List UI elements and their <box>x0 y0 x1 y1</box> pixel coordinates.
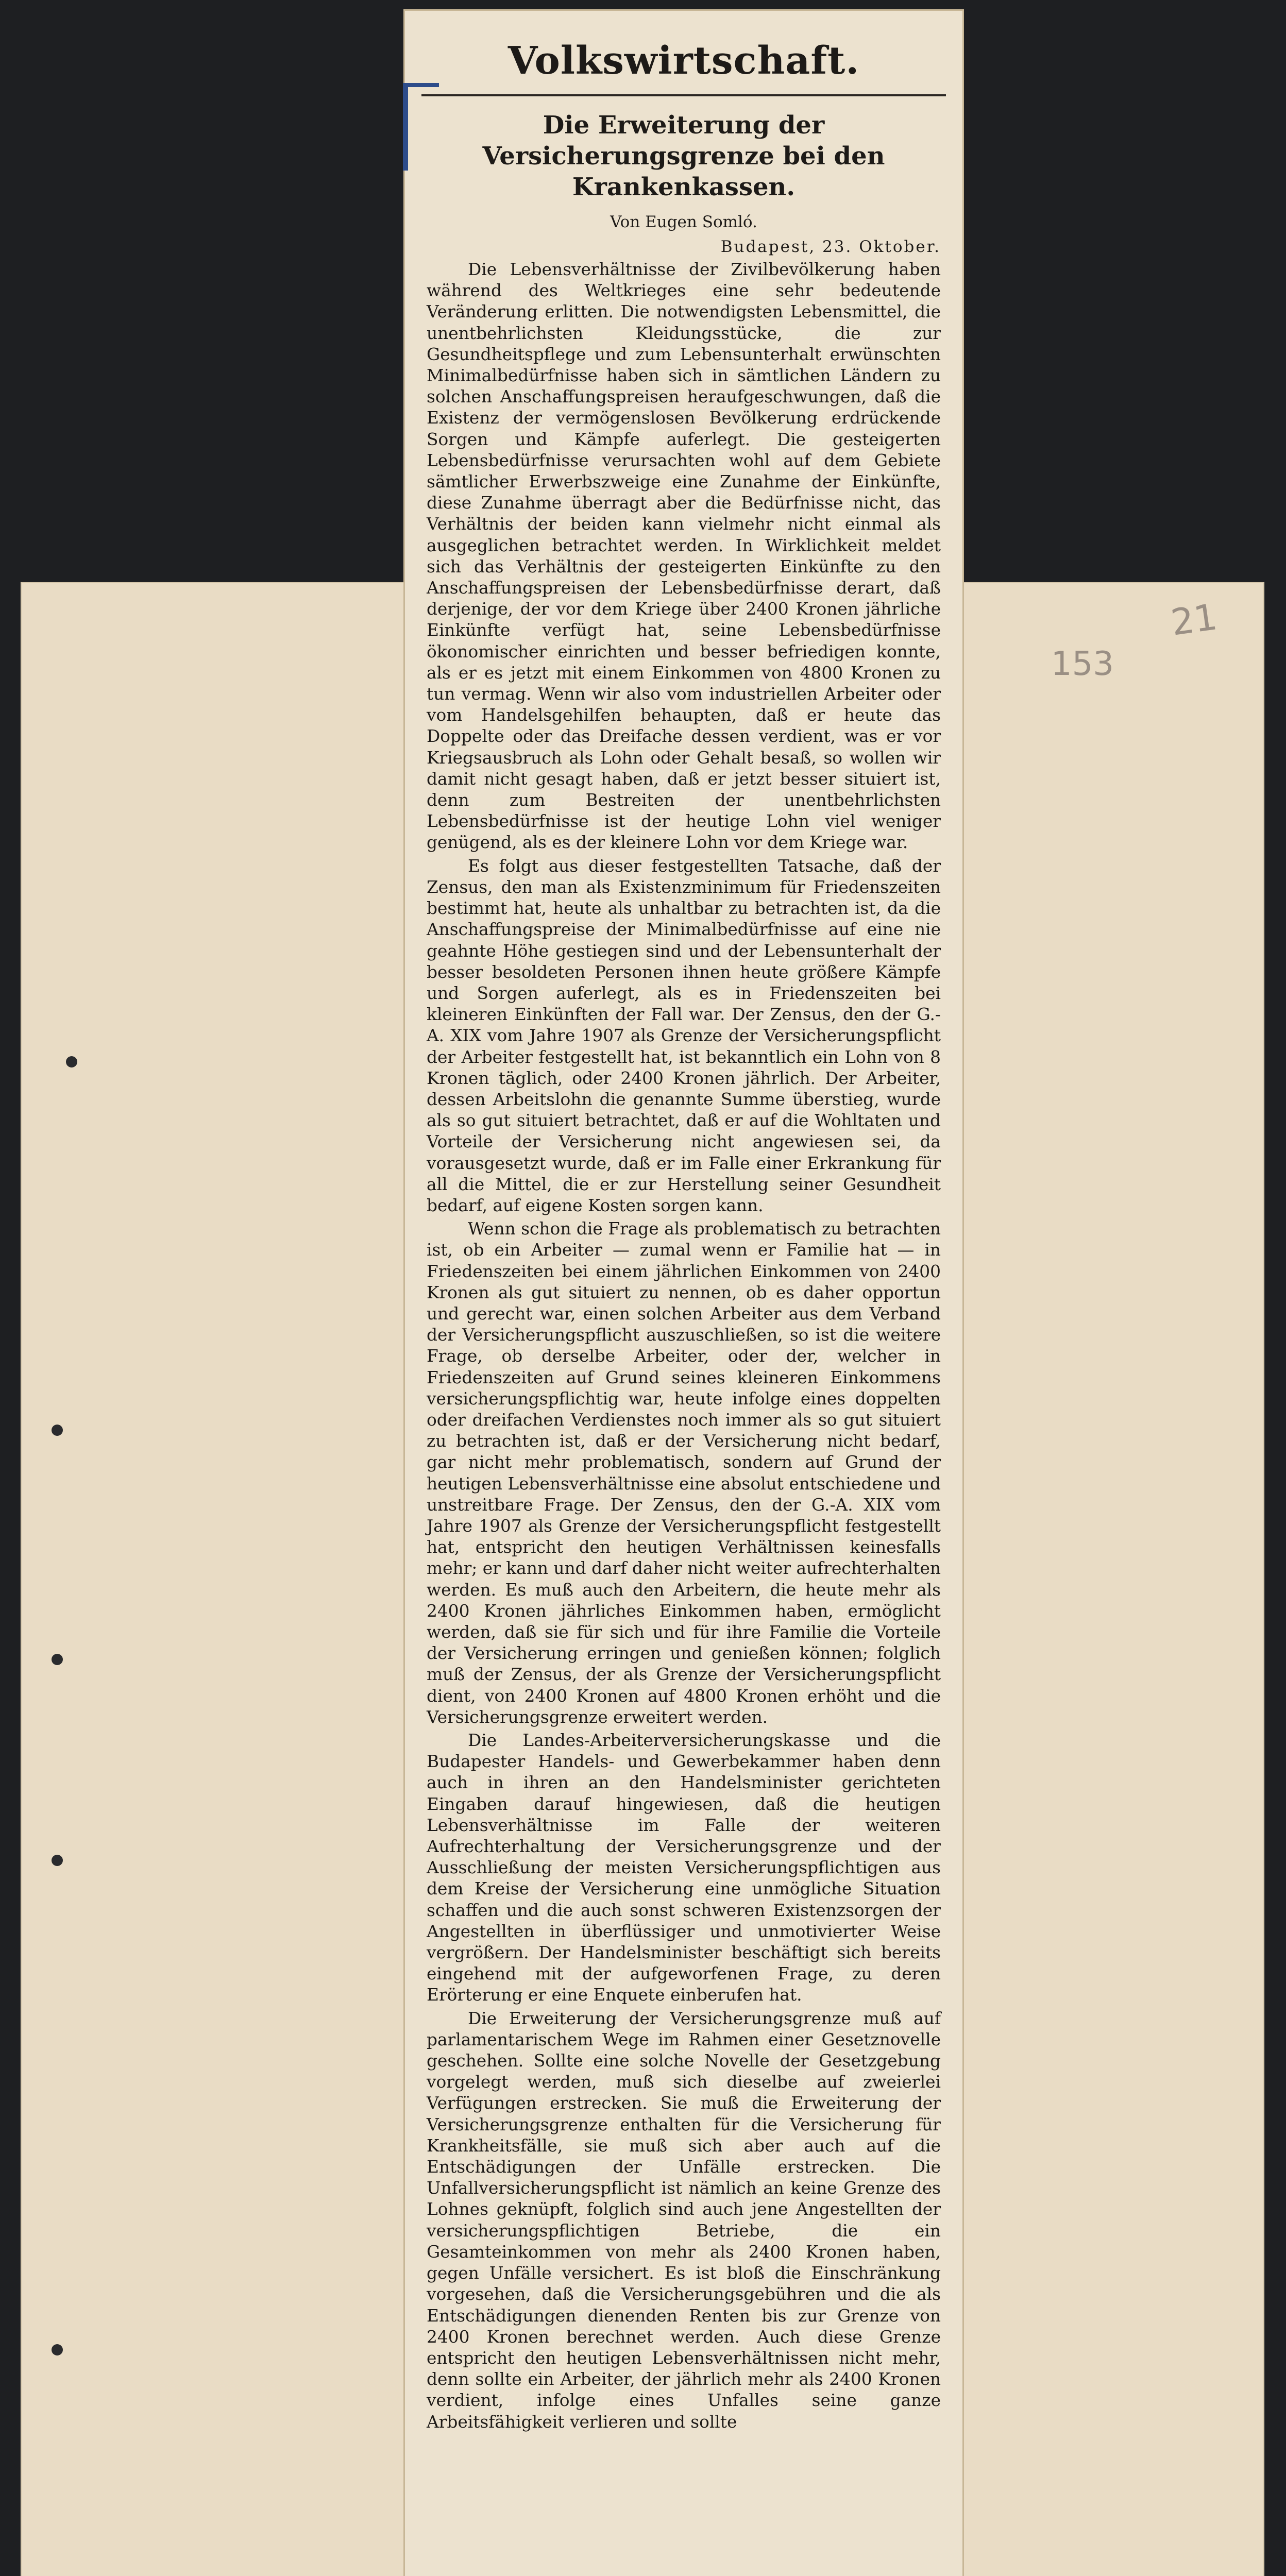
title-rule <box>421 94 946 96</box>
punch-hole <box>52 1654 63 1665</box>
pencil-annotation: 153 <box>1051 645 1114 683</box>
article-title: Die Erweiterung der Versicherungsgrenze bei den Krankenkassen. <box>482 111 885 201</box>
article-paragraph: Die Landes-Arbeiterversicherungskasse und die Budapester Handels- und Gewerbekammer haben denn auch in ihren an den Handelsminister gerichteten Eingaben darauf hingewiesen, daß die heutigen Lebensverhältnisse im Falle der weiteren Aufrechterhaltung der Versicherungsgrenze und der Ausschließung der meisten Versicherungspflichtigen aus dem Kreise der Versicherung eine unmögliche Situation schaffen und die auch sonst schweren Existenzsorgen der Angestellten in überflüssiger und unmotivierter Weise vergrößern. Der Handelsminister beschäftigt sich bereits eingehend mit der aufgeworfenen Frage, zu deren Erörterung er eine Enquete einberufen hat. <box>427 1731 941 2005</box>
article-paragraph: Die Erweiterung der Versicherungsgrenze muß auf parlamentarischem Wege im Rahmen einer Gesetznovelle geschehen. Sollte eine solche Novelle der Gesetzgebung vorgelegt werden, muß sich dieselbe auf zweierlei Verfügungen erstrecken. Sie muß die Erweiterung der Versicherungsgrenze enthalten für die Versicherung für Krankheitsfälle, sie muß sich aber auch auf die Entschädigungen der Unfälle erstrecken. Die Unfallversicherungspflicht ist nämlich an keine Grenze des Lohnes geknüpft, folglich sind auch jene Angestellten der versicherungspflichtigen Betriebe, die ein Gesamteinkommen von mehr als 2400 Kronen haben, gegen Unfälle versichert. Es ist bloß die Einschränkung vorgesehen, daß die Versicherungsgebühren und die als Entschädigungen dienenden Renten bis zur Grenze von 2400 Kronen berechnet werden. Auch diese Grenze entspricht den heutigen Lebensverhältnissen nicht mehr, denn sollte ein Arbeiter, der jährlich mehr als 2400 Kronen verdient, infolge eines Unfalles seine ganze Arbeitsfähigkeit verlieren und sollte <box>427 2008 941 2432</box>
section-title: Volkswirtschaft. <box>507 39 860 83</box>
punch-hole <box>52 1855 63 1866</box>
blue-pencil-mark <box>403 83 439 87</box>
byline: Von Eugen Somló. <box>610 213 757 231</box>
punch-hole <box>66 1056 77 1067</box>
blue-pencil-mark <box>403 83 408 171</box>
newspaper-clipping <box>403 9 964 2576</box>
article-paragraph: Es folgt aus dieser festgestellten Tatsache, daß der Zensus, den man als Existenzminimum für Friedenszeiten bestimmt hat, heute als unhaltbar zu betrachten ist, da die Anschaffungspreise der Minimalbedürfnisse auf eine nie geahnte Höhe gestiegen sind und der Lebensunterhalt der besser besoldeten Personen ihnen heute größere Kämpfe und Sorgen auferlegt, als es in Friedenszeiten bei kleineren Einkünften der Fall war. Der Zensus, den der G.-A. XIX vom Jahre 1907 als Grenze der Versicherungspflicht der Arbeiter festgestellt hat, ist bekanntlich ein Lohn von 8 Kronen täglich, oder 2400 Kronen jährlich. Der Arbeiter, dessen Arbeitslohn die genannte Summe überstieg, wurde als so gut situiert betrachtet, daß er auf die Wohltaten und Vorteile der Versicherung nicht angewiesen sei, da vorausgesetzt wurde, daß er im Falle einer Erkrankung für all die Mittel, die er zur Herstellung seiner Gesundheit bedarf, auf eigene Kosten sorgen kann. <box>427 856 941 1215</box>
article-paragraph: Die Lebensverhältnisse der Zivilbevölkerung haben während des Weltkrieges eine sehr bedeutende Veränderung erlitten. Die notwendigsten Lebensmittel, die unentbehrlichsten Kleidungsstücke, die zur Gesundheitspflege und zum Lebensunterhalt erwünschten Minimalbedürfnisse haben sich in sämtlichen Ländern zu solchen Anschaffungspreisen heraufgeschwungen, daß die Existenz der vermögenslosen Bevölkerung erdrückende Sorgen und Kämpfe auferlegt. Die gesteigerten Lebensbedürfnisse verursachten wohl auf dem Gebiete sämtlicher Erwerbszweige eine Zunahme der Einkünfte, diese Zunahme überragt aber die Bedürfnisse nicht, das Verhältnis der beiden kann vielmehr nicht einmal als ausgeglichen betrachtet werden. In Wirklichkeit meldet sich das Verhältnis der gesteigerten Einkünfte zu den Anschaffungspreisen der Lebensbedürfnisse derart, daß derjenige, der vor dem Kriege über 2400 Kronen jährliche Einkünfte verfügt hat, seine Lebensbedürfnisse ökonomischer einrichten und besser befriedigen konnte, als er es jetzt mit einem Einkommen von 4800 Kronen zu tun vermag. Wenn wir also vom industriellen Arbeiter oder vom Handelsgehilfen behaupten, daß er heute das Doppelte oder das Dreifache dessen verdient, was er vor Kriegsausbruch als Lohn oder Gehalt besaß, so wollen wir damit nicht gesagt haben, daß er jetzt besser situiert ist, denn zum Bestreiten der unentbehrlichsten Lebensbedürfnisse ist der heutige Lohn viel weniger genügend, als es der kleinere Lohn vor dem Kriege war. <box>427 260 941 853</box>
dateline: Budapest, 23. Oktober. <box>720 238 941 256</box>
article-paragraph: Wenn schon die Frage als problematisch zu betrachten ist, ob ein Arbeiter — zumal wenn er Familie hat — in Friedenszeiten bei einem jährlichen Einkommen von 2400 Kronen als gut situiert zu nennen, ob es daher opportun und gerecht war, einen solchen Arbeiter aus dem Verband der Versicherungspflicht auszuschließen, so ist die weitere Frage, ob derselbe Arbeiter, oder der, welcher in Friedenszeiten auf Grund seines kleineren Einkommens versicherungspflichtig war, heute infolge eines doppelten oder dreifachen Verdienstes noch immer als so gut situiert zu betrachten ist, daß er der Versicherung nicht bedarf, gar nicht mehr problematisch, sondern auf Grund der heutigen Lebensverhältnisse eine absolut entschiedene und unstreitbare Frage. Der Zensus, den der G.-A. XIX vom Jahre 1907 als Grenze der Versicherungspflicht festgestellt hat, entspricht den heutigen Verhältnissen keinesfalls mehr; er kann und darf daher nicht weiter aufrechterhalten werden. Es muß auch den Arbeitern, die heute mehr als 2400 Kronen jährliches Einkommen haben, ermöglicht werden, daß sie für sich und für ihre Familie die Vorteile der Versicherung erringen und genießen können; folglich muß der Zensus, der als Grenze der Versicherungspflicht dient, von 2400 Kronen auf 4800 Kronen erhöht und die Versicherungsgrenze erweitert werden. <box>427 1219 941 1727</box>
punch-hole <box>52 1425 63 1436</box>
punch-hole <box>52 2344 63 2355</box>
pencil-annotation: 21 <box>1168 596 1220 644</box>
